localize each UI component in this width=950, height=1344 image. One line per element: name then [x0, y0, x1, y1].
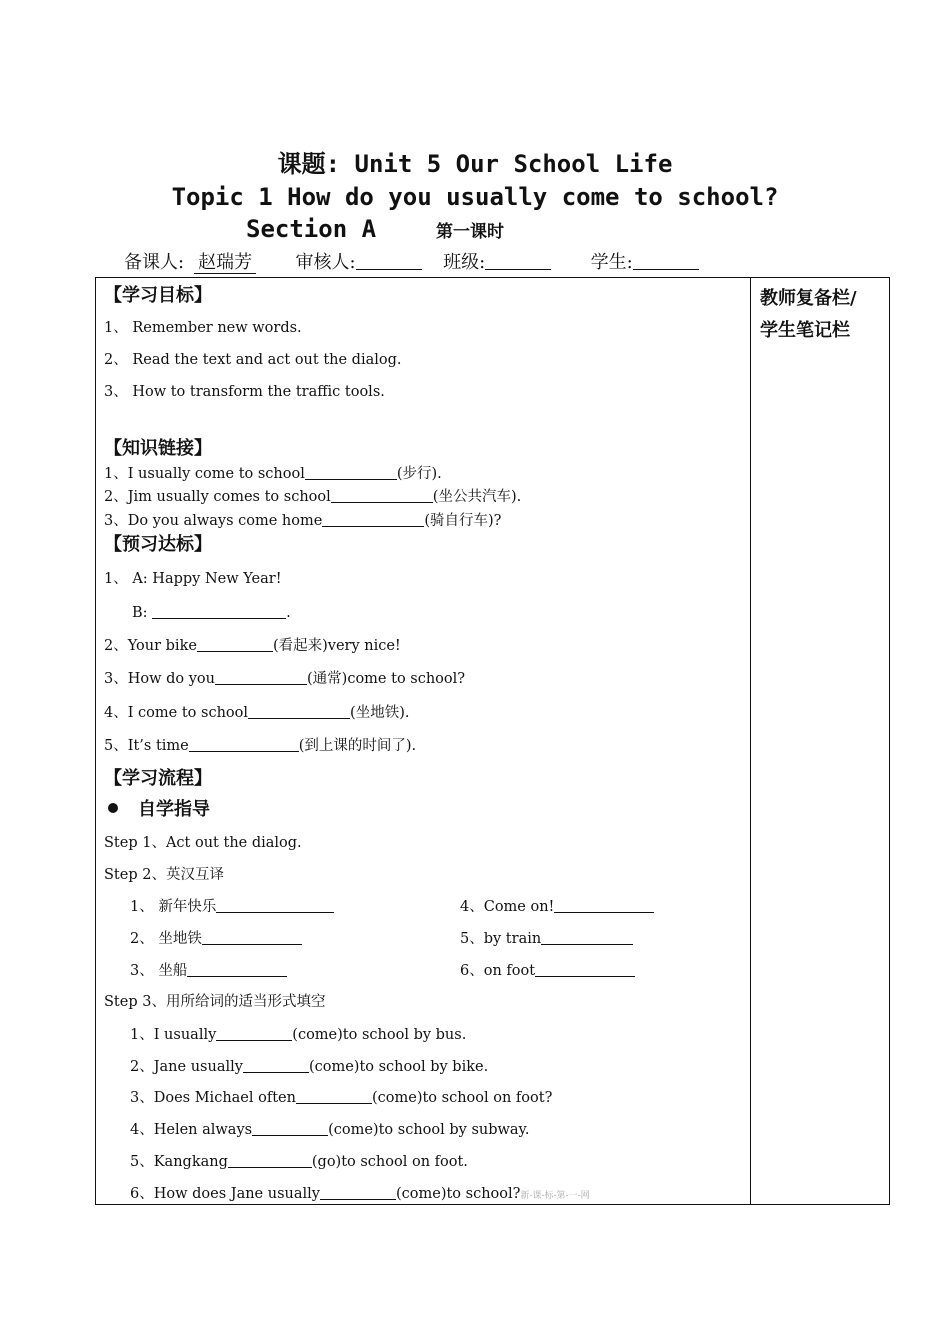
translate-item: 3、 坐船 [130, 961, 287, 981]
knowledge-item: 1、I usually come to school (步行). [104, 466, 442, 482]
step-3: Step 3、用所给词的适当形式填空 [104, 994, 326, 1010]
answer-blank[interactable] [305, 464, 397, 480]
fill-item: 3、Does Michael often (come)to school on foot? [130, 1090, 553, 1106]
class-blank[interactable] [485, 251, 551, 270]
meta-row [124, 250, 699, 276]
class-label: 班级: [443, 252, 486, 273]
objective-item: 2、 Read the text and act out the dialog. [104, 352, 402, 368]
preparer-name: 赵瑞芳 [194, 252, 256, 274]
answer-blank[interactable] [197, 636, 273, 652]
translate-item: 5、by train [460, 929, 633, 949]
column-divider [750, 277, 751, 1205]
translate-item: 1、 新年快乐 [130, 897, 334, 917]
answer-blank[interactable] [216, 897, 334, 913]
side-column [760, 283, 857, 347]
lesson-label: 第一课时 [436, 222, 505, 242]
knowledge-item: 2、Jim usually comes to school (坐公共汽车). [104, 489, 522, 505]
knowledge-heading: 【知识链接】 [104, 438, 212, 459]
answer-blank[interactable] [322, 511, 424, 527]
objectives-heading: 【学习目标】 [104, 285, 212, 306]
title-line-1: 课题: Unit 5 Our School Life [277, 150, 673, 178]
answer-blank[interactable] [228, 1152, 312, 1168]
answer-blank[interactable] [243, 1057, 309, 1073]
translate-item: 2、 坐地铁 [130, 929, 302, 949]
answer-blank[interactable] [215, 669, 307, 685]
preview-item: 5、It’s time (到上课的时间了). [104, 738, 417, 754]
answer-blank[interactable] [252, 1120, 328, 1136]
bullet-icon [108, 803, 118, 813]
answer-blank[interactable] [331, 487, 433, 503]
preview-item: 4、I come to school (坐地铁). [104, 705, 410, 721]
preview-a-line: 1、 A: Happy New Year! [104, 571, 282, 587]
answer-blank[interactable] [216, 1025, 292, 1041]
watermark-text: 新-课-标-第-一-网 [520, 1191, 590, 1201]
objective-item: 3、 How to transform the traffic tools. [104, 384, 385, 400]
answer-blank[interactable] [189, 736, 299, 752]
answer-blank[interactable] [541, 929, 633, 945]
fill-item: 4、Helen always (come)to school by subway. [130, 1122, 530, 1138]
answer-blank[interactable] [554, 897, 654, 913]
section-title: Section A [246, 215, 377, 243]
process-heading: 【学习流程】 [104, 768, 212, 789]
side-label-1: 教师复备栏/ [760, 288, 857, 309]
student-blank[interactable] [633, 251, 699, 270]
preview-item: 2、Your bike (看起来)very nice! [104, 638, 401, 654]
answer-blank[interactable] [248, 703, 350, 719]
reviewer-label: 审核人: [295, 252, 356, 273]
answer-blank[interactable] [296, 1088, 372, 1104]
self-study-heading: 自学指导 [108, 798, 210, 822]
answer-blank[interactable] [187, 961, 287, 977]
preview-item: 3、How do you (通常)come to school? [104, 671, 466, 687]
step-2: Step 2、英汉互译 [104, 867, 224, 883]
preparer-label: 备课人: [124, 252, 185, 273]
preview-heading: 【预习达标】 [104, 534, 212, 555]
side-label-2: 学生笔记栏 [760, 320, 850, 341]
reviewer-blank[interactable] [356, 251, 422, 270]
student-label: 学生: [590, 252, 633, 273]
answer-blank[interactable] [535, 961, 635, 977]
title-line-3 [246, 213, 504, 245]
fill-item: 2、Jane usually (come)to school by bike. [130, 1059, 489, 1075]
answer-blank[interactable] [152, 603, 286, 619]
step-1: Step 1、Act out the dialog. [104, 835, 302, 851]
fill-item: 5、Kangkang (go)to school on foot. [130, 1154, 468, 1170]
answer-blank[interactable] [202, 929, 302, 945]
translate-item: 6、on foot [460, 961, 635, 981]
preview-b-line: B: . [132, 605, 291, 621]
translate-item: 4、Come on! [460, 897, 654, 917]
title-line-2: Topic 1 How do you usually come to school? [171, 183, 779, 211]
knowledge-item: 3、Do you always come home (骑自行车)? [104, 513, 502, 529]
objective-item: 1、 Remember new words. [104, 320, 302, 336]
fill-item: 1、I usually (come)to school by bus. [130, 1027, 467, 1043]
fill-item: 6、How does Jane usually (come)to school?新-课-标-第-一-网 [130, 1186, 590, 1202]
answer-blank[interactable] [320, 1184, 396, 1200]
